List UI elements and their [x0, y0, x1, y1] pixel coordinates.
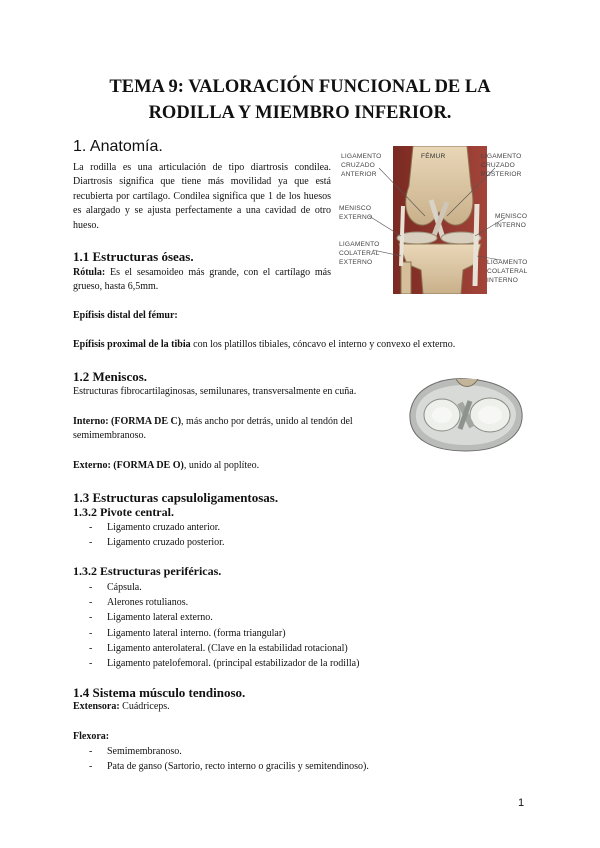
list-item: - Ligamento lateral externo.	[73, 610, 533, 625]
list-item: - Cápsula.	[73, 580, 533, 595]
heading-sistema-musculo-tendinoso: 1.4 Sistema músculo tendinoso.	[73, 685, 246, 700]
label-lcp: LIGAMENTO CRUZADO POSTERIOR	[481, 153, 522, 178]
estructuras-perifericas-list	[73, 580, 533, 671]
list-item: - Semimembranoso.	[73, 744, 533, 759]
extensora-text: Cuádriceps.	[119, 701, 170, 712]
label-lca: LIGAMENTO CRUZADO ANTERIOR	[341, 153, 382, 178]
extensora-label: Extensora:	[73, 701, 120, 712]
heading-pivote-central: 1.3.2 Pivote central.	[73, 505, 174, 519]
list-item: - Ligamento patelofemoral. (principal estabilizador de la rodilla)	[73, 656, 533, 671]
list-item: - Ligamento anterolateral. (Clave en la estabilidad rotacional)	[73, 641, 533, 656]
menisco-externo-label: Externo: (FORMA DE O)	[73, 460, 184, 471]
menisco-interno-paragraph	[73, 415, 393, 444]
menisco-externo-paragraph	[73, 459, 259, 473]
menisci-illustration	[404, 373, 526, 455]
meniscos-paragraph: Estructuras fibrocartilaginosas, semilunares, transversalmente en cuña.	[73, 386, 357, 397]
epifisis-proximal-text: con los platillos tibiales, cóncavo el interno y convexo el externo.	[190, 339, 456, 350]
label-femur: FÉMUR	[421, 153, 446, 160]
label-menisco-externo: MENISCO EXTERNO	[339, 205, 373, 221]
label-menisco-interno: MENISCO INTERNO	[495, 213, 528, 229]
list-item: - Ligamento lateral interno. (forma triangular)	[73, 626, 533, 641]
list-item: - Alerones rotulianos.	[73, 595, 533, 610]
pivote-central-list	[73, 520, 533, 550]
menisco-interno-text: , más ancho por detrás, unido al tendón del semimembranoso.	[73, 416, 353, 442]
rotula-label: Rótula:	[73, 267, 106, 278]
rotula-text: Es el sesamoideo más grande, con el cartílago más grueso, hasta 6,5mm.	[73, 267, 331, 293]
extensora-paragraph	[73, 700, 170, 714]
menisci-image	[404, 373, 526, 455]
heading-capsuloligamentosas: 1.3 Estructuras capsuloligamentosas.	[73, 490, 279, 505]
page-title	[60, 74, 540, 126]
heading-anatomia: 1. Anatomía.	[73, 138, 163, 155]
list-item: - Ligamento cruzado anterior.	[73, 520, 533, 535]
flexora-list	[73, 744, 533, 774]
page-number: 1	[518, 797, 525, 809]
label-lig-colateral-interno: LIGAMENTO COLATERAL INTERNO	[487, 259, 528, 284]
epifisis-proximal-label: Epífisis proximal de la tibia	[73, 339, 191, 350]
flexora-label: Flexora:	[73, 731, 110, 742]
list-item: - Ligamento cruzado posterior.	[73, 535, 533, 550]
title-line-1: TEMA 9: VALORACIÓN FUNCIONAL DE LA	[109, 77, 491, 97]
list-item: - Pata de ganso (Sartorio, recto interno o gracilis y semitendinoso).	[73, 759, 533, 774]
menisco-externo-text: , unido al poplíteo.	[183, 460, 260, 471]
menisco-interno-label: Interno: (FORMA DE C)	[73, 416, 182, 427]
epifisis-proximal-paragraph	[73, 338, 533, 352]
anatomia-paragraph: La rodilla es una articulación de tipo diartrosis condilea. Diartrosis significa que tiene más movilidad ya que está recubierta por cartílago. Condilea significa que 1 de los huesos es alargado y se ajusta perfectamente a una cavidad de otro hueso.	[73, 162, 331, 231]
label-lig-colateral-externo: LIGAMENTO COLATERAL EXTERNO	[339, 241, 380, 266]
title-line-2: RODILLA Y MIEMBRO INFERIOR.	[148, 103, 452, 123]
heading-estructuras-oseas: 1.1 Estructuras óseas.	[73, 249, 194, 264]
rotula-paragraph	[73, 266, 331, 295]
heading-meniscos: 1.2 Meniscos.	[73, 369, 148, 384]
heading-estructuras-perifericas: 1.3.2 Estructuras periféricas.	[73, 564, 222, 578]
knee-anatomy-image	[335, 146, 535, 294]
epifisis-distal: Epífisis distal del fémur:	[73, 310, 178, 321]
